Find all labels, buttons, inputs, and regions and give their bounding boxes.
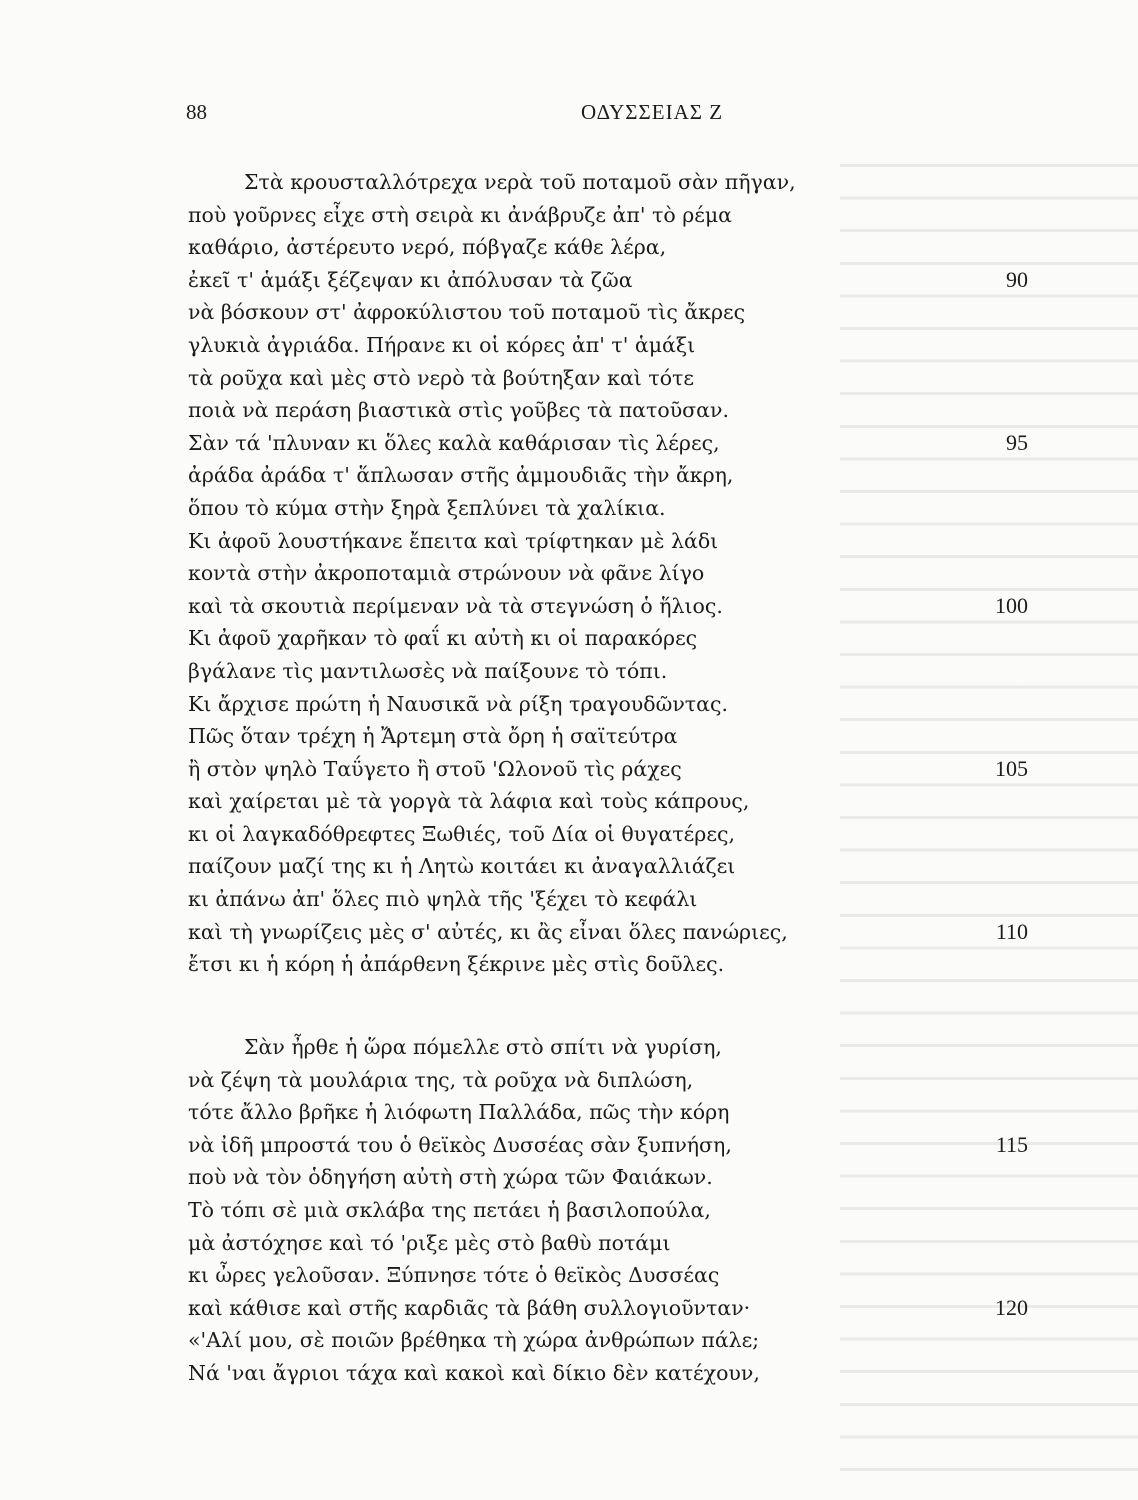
verse-text: νὰ ζέψη τὰ μουλάρια της, τὰ ροῦχα νὰ διπλώση, [188, 1067, 694, 1092]
verse-text: ποιὰ νὰ περάση βιαστικὰ στὶς γοῦβες τὰ πατοῦσαν. [188, 398, 729, 423]
verse-text: νὰ βόσκουν στ' ἀφροκύλιστου τοῦ ποταμοῦ τὶς ἄκρες [188, 300, 746, 325]
verse-text: ἐκεῖ τ' ἁμάξι ξέζεψαν κι ἀπόλυσαν τὰ ζῶα [188, 267, 633, 292]
verse-line [0, 1227, 1138, 1260]
running-title: ΟΔΥΣΣΕΙΑΣ Ζ [580, 100, 724, 124]
verse-line [0, 655, 1138, 688]
verse-line [0, 1324, 1138, 1357]
verse-line [0, 492, 1138, 525]
verse-line [0, 850, 1138, 883]
verse-text: κοντὰ στὴν ἀκροποταμιὰ στρώνουν νὰ φᾶνε λίγο [188, 561, 705, 586]
verse-text: Νά 'ναι ἄγριοι τάχα καὶ κακοὶ καὶ δίκιο δὲν κατέχουν, [188, 1360, 760, 1385]
verse-line [0, 1259, 1138, 1292]
verse-text: ὅπου τὸ κύμα στὴν ξηρὰ ξεπλύνει τὰ χαλίκια. [188, 495, 666, 520]
verse-line [0, 199, 1138, 232]
verse-line [0, 818, 1138, 851]
verse-text: ἀράδα ἀράδα τ' ἅπλωσαν στῆς ἀμμουδιᾶς τὴν ἄκρη, [188, 463, 734, 488]
verse-text: γλυκιὰ ἀγριάδα. Πήρανε κι οἱ κόρες ἀπ' τ' ἁμάξι [188, 332, 696, 357]
verse-line [0, 590, 1138, 623]
verse-text: καὶ κάθισε καὶ στῆς καρδιᾶς τὰ βάθη συλλογιοῦνταν· [188, 1295, 751, 1320]
verse-line [0, 427, 1138, 460]
verse-text: Σὰν τά 'πλυναν κι ὅλες καλὰ καθάρισαν τὶς λέρες, [188, 430, 720, 455]
verse-text: Τὸ τόπι σὲ μιὰ σκλάβα της πετάει ἡ βασιλοπούλα, [188, 1197, 711, 1222]
verse-line [0, 1129, 1138, 1162]
stanza-1 [0, 166, 1138, 981]
line-number: 100 [995, 592, 1028, 618]
verse-line [0, 1357, 1138, 1390]
verse-text: ποὺ γοῦρνες εἶχε στὴ σειρὰ κι ἀνάβρυζε ἀπ' τὸ ρέμα [188, 202, 733, 227]
verse-text: Κι ἀφοῦ χαρῆκαν τὸ φαΐ κι αὐτὴ κι οἱ παρακόρες [188, 626, 698, 651]
line-number: 95 [1006, 429, 1028, 455]
line-number: 110 [995, 918, 1028, 944]
verse-text: ἔτσι κι ἡ κόρη ἡ ἀπάρθενη ξέκρινε μὲς στὶς δοῦλες. [188, 952, 725, 977]
verse-text: κι ἀπάνω ἀπ' ὅλες πιὸ ψηλὰ τῆς 'ξέχει τὸ κεφάλι [188, 887, 698, 912]
verse-text: τότε ἄλλο βρῆκε ἡ λιόφωτη Παλλάδα, πῶς τὴν κόρη [188, 1100, 730, 1125]
verse-line [0, 948, 1138, 981]
verse-line [0, 1161, 1138, 1194]
verse-line [0, 916, 1138, 949]
verse-text: καὶ τὰ σκουτιὰ περίμεναν νὰ τὰ στεγνώση ὁ ἥλιος. [188, 593, 723, 618]
verse-line [0, 1064, 1138, 1097]
line-number: 90 [1006, 266, 1028, 292]
page-number: 88 [186, 100, 207, 124]
verse-text: βγάλανε τὶς μαντιλωσὲς νὰ παίξουνε τὸ τόπι. [188, 658, 668, 683]
verse-line [0, 883, 1138, 916]
line-number: 115 [995, 1131, 1028, 1157]
verse-line [0, 688, 1138, 721]
line-number: 120 [995, 1294, 1028, 1320]
verse-text: μὰ ἀστόχησε καὶ τό 'ριξε μὲς στὸ βαθὺ ποτάμι [188, 1230, 671, 1255]
verse-line [0, 362, 1138, 395]
verse-text: ποὺ νὰ τὸν ὁδηγήση αὐτὴ στὴ χώρα τῶν Φαιάκων. [188, 1165, 713, 1190]
line-number: 105 [995, 755, 1028, 781]
verse-text: καὶ τὴ γνωρίζεις μὲς σ' αὐτές, κι ἂς εἶναι ὅλες πανώριες, [188, 919, 788, 944]
verse-line [0, 394, 1138, 427]
verse-text: Πῶς ὅταν τρέχη ἡ Ἄρτεμη στὰ ὄρη ἡ σαϊτεύτρα [188, 724, 678, 749]
verse-line [0, 1292, 1138, 1325]
verse-line [0, 459, 1138, 492]
verse-line [0, 296, 1138, 329]
verse-text: κι ὦρες γελοῦσαν. Ξύπνησε τότε ὁ θεϊκὸς Δυσσέας [188, 1263, 720, 1288]
verse-text: καὶ χαίρεται μὲ τὰ γοργὰ τὰ λάφια καὶ τοὺς κάπρους, [188, 789, 750, 814]
verse-line [0, 1194, 1138, 1227]
verse-line [0, 1031, 1138, 1064]
verse-line [0, 166, 1138, 199]
verse-line [0, 231, 1138, 264]
verse-text: τὰ ροῦχα καὶ μὲς στὸ νερὸ τὰ βούτηξαν καὶ τότε [188, 365, 695, 390]
verse-line [0, 622, 1138, 655]
verse-text: Κι ἄρχισε πρώτη ἡ Ναυσικᾶ νὰ ρίξη τραγουδῶντας. [188, 691, 728, 716]
verse-text: παίζουν μαζί της κι ἡ Λητὼ κοιτάει κι ἀναγαλλιάζει [188, 854, 736, 879]
verse-text: νὰ ἰδῆ μπροστά του ὁ θεϊκὸς Δυσσέας σὰν ξυπνήση, [188, 1132, 732, 1157]
verse-line [0, 753, 1138, 786]
verse-line [0, 557, 1138, 590]
verse-text: Στὰ κρουσταλλότρεχα νερὰ τοῦ ποταμοῦ σὰν πῆγαν, [244, 170, 796, 194]
verse-line [0, 329, 1138, 362]
verse-text: «'Αλί μου, σὲ ποιῶν βρέθηκα τὴ χώρα ἀνθρώπων πάλε; [188, 1328, 760, 1353]
verse-text: ἢ στὸν ψηλὸ Ταΰγετο ἢ στοῦ 'Ωλονοῦ τὶς ράχες [188, 756, 682, 781]
verse-line [0, 525, 1138, 558]
verse-text: Σὰν ἦρθε ἡ ὥρα πόμελλε στὸ σπίτι νὰ γυρίση, [244, 1035, 722, 1059]
running-head [186, 100, 1028, 130]
verse-line [0, 720, 1138, 753]
verse-line [0, 264, 1138, 297]
verse-text: Κι ἀφοῦ λουστήκανε ἔπειτα καὶ τρίφτηκαν μὲ λάδι [188, 528, 719, 553]
stanza-2 [0, 1031, 1138, 1390]
verse-line [0, 785, 1138, 818]
verse-text: καθάριο, ἀστέρευτο νερό, πόβγαζε κάθε λέρα, [188, 235, 667, 260]
verse-line [0, 1096, 1138, 1129]
verse-text: κι οἱ λαγκαδόθρεφτες Ξωθιές, τοῦ Δία οἱ θυγατέρες, [188, 821, 735, 846]
